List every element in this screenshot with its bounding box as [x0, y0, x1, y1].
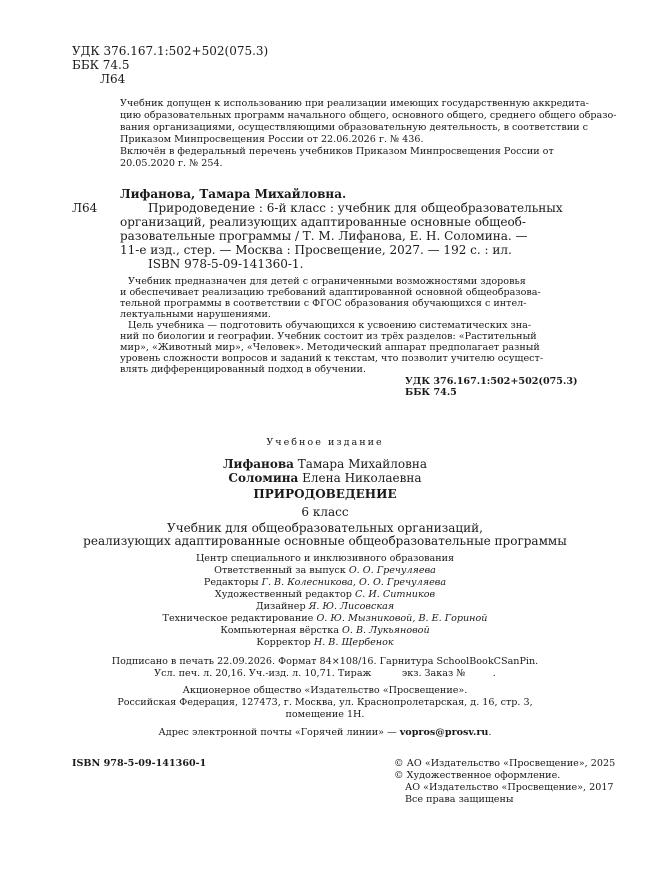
credit-tech-editing — [0, 613, 650, 624]
annotation-line: и обеспечивает реализацию требований адаптированной основной общеобразова- — [120, 287, 541, 298]
credit-label: Компьютерная вёрстка — [220, 625, 339, 636]
approval-line: вания организациями, осуществляющими образовательную деятельность, в соответствии с — [120, 122, 588, 133]
publisher-address: помещение 1Н. — [285, 709, 365, 720]
print-line: Подписано в печать 22.09.2026. Формат 84×108/16. Гарнитура SchoolBookCSanPin. — [111, 656, 539, 667]
copyright-line: © АО «Издательство «Просвещение», 2025 — [394, 758, 616, 769]
approval-line: цию образовательных программ начального общего, основного общего, среднего общего образо- — [120, 110, 617, 121]
annotation-line: лектуальными нарушениями. — [120, 309, 271, 320]
bib-line: организаций, реализующих адаптированные основные общеоб- — [120, 215, 526, 229]
credit-label: Редакторы — [203, 577, 259, 588]
approval-line: Приказом Минпросвещения России от 22.06.2026 г. № 436. — [120, 134, 424, 145]
author-2-names: Елена Николаевна — [302, 471, 422, 485]
approval-line: Учебник допущен к использованию при реализации имеющих государственную аккредита- — [120, 98, 589, 109]
author-2-surname: Соломина — [228, 471, 299, 485]
center-name: Центр специального и инклюзивного образования — [195, 553, 455, 564]
bbk-code-bottom: ББК 74.5 — [405, 387, 457, 398]
email-end: . — [488, 727, 492, 738]
credit-designer — [0, 601, 650, 612]
credit-label: Корректор — [256, 637, 311, 648]
author-2 — [0, 471, 650, 485]
bib-author-mark: Л64 — [72, 201, 98, 215]
annotation-line: тельной программы в соответствии с ФГОС образования обучающихся с интел- — [120, 298, 527, 309]
annotation-line: влять дифференцированный подход в обучении. — [120, 364, 366, 375]
credit-name: О. Ю. Мызниковой, В. Е. Гориной — [316, 613, 488, 624]
edition-type: Учебное издание — [266, 437, 384, 448]
credit-name: О. В. Лукьяновой — [342, 625, 430, 636]
book-description-line: Учебник для общеобразовательных организаций, — [167, 521, 483, 535]
author-1-names: Тамара Михайловна — [297, 457, 428, 471]
credit-editors — [0, 577, 650, 588]
credit-responsible — [0, 565, 650, 576]
publisher-address: Российская Федерация, 127473, г. Москва, ул. Краснопролетарская, д. 16, стр. 3, — [117, 697, 533, 708]
approval-line: 20.05.2020 г. № 254. — [120, 158, 223, 169]
credit-name: Я. Ю. Лисовская — [308, 601, 395, 612]
hotline-email — [0, 727, 650, 738]
bib-author: Лифанова, Тамара Михайловна. — [120, 187, 347, 201]
bib-line: Природоведение : 6-й класс : учебник для общеобразовательных — [148, 201, 563, 215]
bbk-code: ББК 74.5 — [72, 58, 130, 72]
credit-name: С. И. Ситников — [354, 589, 436, 600]
annotation-line: Цель учебника — подготовить обучающихся к усвоению систематических зна- — [128, 320, 532, 331]
copyright-line: © Художественное оформление. — [394, 770, 561, 781]
author-mark: Л64 — [100, 72, 126, 86]
annotation-line: уровень сложности вопросов и заданий к текстам, что позволит учителю осущест- — [120, 353, 544, 364]
udk-code-bottom: УДК 376.167.1:502+502(075.3) — [405, 376, 578, 387]
email-address[interactable]: vopros@prosv.ru — [399, 727, 489, 738]
credit-proofreader — [0, 637, 650, 648]
credit-label: Художественный редактор — [214, 589, 352, 600]
credit-label: Ответственный за выпуск — [214, 565, 346, 576]
email-label: Адрес электронной почты «Горячей линии» — — [158, 727, 397, 738]
credit-label: Дизайнер — [255, 601, 306, 612]
credit-name: Г. В. Колесникова, О. О. Гречуляева — [261, 577, 447, 588]
credit-name: О. О. Гречуляева — [348, 565, 436, 576]
print-line: Усл. печ. л. 20,16. Уч.-изд. л. 10,71. Тираж экз. Заказ № . — [154, 668, 496, 679]
isbn: ISBN 978-5-09-141360-1 — [72, 758, 207, 769]
credit-label: Техническое редактирование — [162, 613, 314, 624]
copyright-line: Все права защищены — [405, 794, 514, 805]
book-title: ПРИРОДОВЕДЕНИЕ — [253, 487, 397, 501]
annotation-line: Учебник предназначен для детей с ограниченными возможностями здоровья — [128, 276, 526, 287]
credit-art-editor — [0, 589, 650, 600]
grade: 6 класс — [301, 505, 349, 519]
copyright-line: АО «Издательство «Просвещение», 2017 — [405, 782, 614, 793]
udk-code: УДК 376.167.1:502+502(075.3) — [72, 44, 269, 58]
author-1-surname: Лифанова — [222, 457, 294, 471]
bib-line: разовательные программы / Т. М. Лифанова, Е. Н. Соломина. — — [120, 229, 528, 243]
credit-layout — [0, 625, 650, 636]
publisher-name: Акционерное общество «Издательство «Просвещение». — [182, 685, 468, 696]
author-1 — [0, 457, 650, 471]
bib-isbn: ISBN 978-5-09-141360-1. — [148, 257, 304, 271]
annotation-line: ний по биологии и географии. Учебник состоит из трёх разделов: «Растительный — [120, 331, 537, 342]
approval-line: Включён в федеральный перечень учебников Приказом Минпросвещения России от — [120, 146, 554, 157]
credit-name: Н. В. Щербенок — [313, 637, 394, 648]
annotation-line: мир», «Животный мир», «Человек». Методический аппарат предполагает разный — [120, 342, 540, 353]
book-description-line: реализующих адаптированные основные общеобразовательные программы — [83, 534, 567, 548]
bib-line: 11-е изд., стер. — Москва : Просвещение, 2027. — 192 с. : ил. — [120, 243, 512, 257]
